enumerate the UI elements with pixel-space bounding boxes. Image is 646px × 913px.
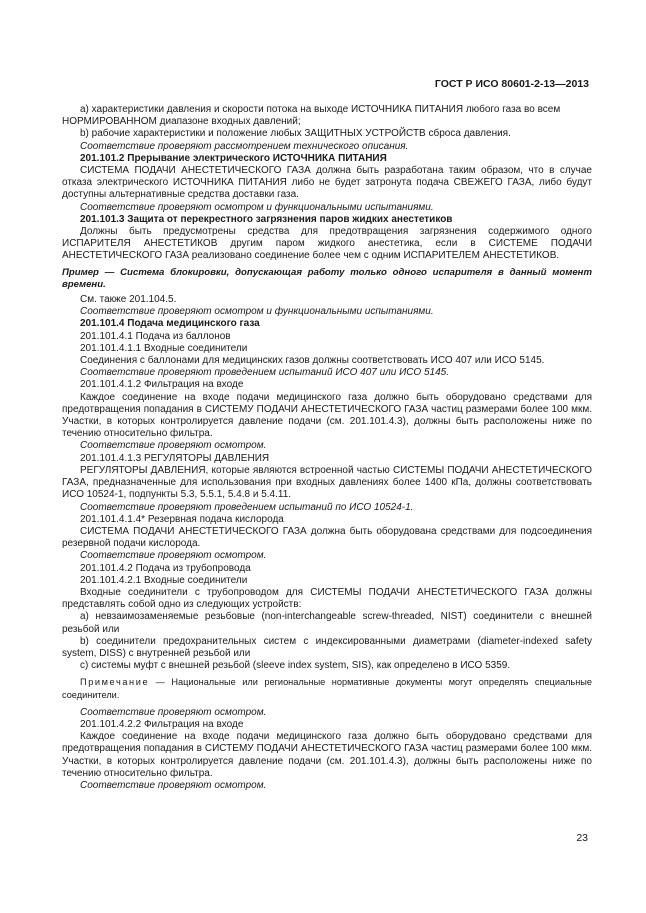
section-heading: 201.101.2 Прерывание электрического ИСТОЧНИКА ПИТАНИЯ: [80, 152, 387, 164]
list-item: a) невзаимозаменяемые резьбовые (non-interchangeable screw-threaded, NIST) соединители с внешней резьбой или: [62, 611, 592, 635]
subsection-heading: 201.101.4.2.2 Фильтрация на входе: [80, 718, 244, 730]
subsection-heading: 201.101.4.1 Подача из баллонов: [80, 330, 231, 342]
subsection-heading: 201.101.4.1.4* Резервная подача кислорода: [80, 513, 284, 525]
subsection-heading: 201.101.4.2 Подача из трубопровода: [80, 562, 251, 574]
section-heading: 201.101.3 Защита от перекрестного загрязнения паров жидких анестетиков: [80, 213, 453, 225]
paragraph: СИСТЕМА ПОДАЧИ АНЕСТЕТИЧЕСКОГО ГАЗА должна быть разработана таким образом, что в случае отказа электрического ИСТОЧНИКА ПИТАНИЯ либо не будет затронута подача СВЕЖЕГО ГАЗА, либо будут доступны альтернативные средства доставки газа.: [62, 165, 592, 201]
note: [62, 676, 592, 700]
paragraph: Каждое соединение на входе подачи медицинского газа должно быть оборудовано средствами для предотвращения попадания в СИСТЕМУ ПОДАЧИ АНЕСТЕТИЧЕСКОГО ГАЗА частиц размерами более 100 мкм. Участки, в которых контролируется давление подачи (см. 201.101.4.3), должны быть расположены ниже по течению относительно фильтра.: [62, 731, 592, 779]
example-note: Пример — Система блокировки, допускающая работу только одного испарителя в данный момент времени.: [62, 266, 592, 290]
paragraph: СИСТЕМА ПОДАЧИ АНЕСТЕТИЧЕСКОГО ГАЗА должна быть оборудована средствами для подсоединения резервной подачи кислорода.: [62, 525, 592, 550]
document-header: ГОСТ Р ИСО 80601-2-13—2013: [434, 78, 589, 90]
section-heading: 201.101.4 Подача медицинского газа: [80, 318, 260, 330]
subsection-heading: 201.101.4.2.1 Входные соединители: [80, 574, 248, 586]
paragraph: См. также 201.104.5.: [80, 294, 177, 306]
list-item: c) системы муфт с внешней резьбой (sleeve index system, SIS), как определено в ИСО 5359.: [80, 660, 511, 672]
list-item: a) характеристики давления и скорости потока на выходе ИСТОЧНИКА ПИТАНИЯ любого газа во всем НОРМИРОВАННОМ диапазоне входных давлений;: [62, 104, 561, 128]
compliance-note: Соответствие проверяют осмотром и функциональными испытаниями.: [80, 201, 434, 213]
compliance-note: Соответствие проверяют осмотром.: [80, 440, 267, 452]
paragraph: Входные соединители с трубопроводом для СИСТЕМЫ ПОДАЧИ АНЕСТЕТИЧЕСКОГО ГАЗА должны представлять собой одно из следующих устройств:: [62, 586, 592, 611]
page-number: 23: [576, 832, 588, 844]
compliance-note: Соответствие проверяют проведением испытаний ИСО 407 или ИСО 5145.: [80, 367, 449, 379]
compliance-note: Соответствие проверяют рассмотрением технического описания.: [80, 140, 409, 152]
compliance-note: Соответствие проверяют осмотром.: [80, 550, 267, 562]
compliance-note: Соответствие проверяют осмотром и функциональными испытаниями.: [80, 306, 434, 318]
note-text: — Национальные или региональные нормативные документы могут определять специальные соединители.: [62, 677, 592, 700]
paragraph: Каждое соединение на входе подачи медицинского газа должно быть оборудовано средствами для предотвращения попадания в СИСТЕМУ ПОДАЧИ АНЕСТЕТИЧЕСКОГО ГАЗА частиц размерами более 100 мкм. Участки, в которых контролируется давление подачи (см. 201.101.4.3), должны быть расположены ниже по течению относительно фильтра.: [62, 391, 592, 440]
compliance-note: Соответствие проверяют проведением испытаний по ИСО 10524-1.: [80, 501, 414, 513]
compliance-note: Соответствие проверяют осмотром.: [80, 779, 267, 791]
list-item: b) рабочие характеристики и положение любых ЗАЩИТНЫХ УСТРОЙСТВ сброса давления.: [80, 128, 511, 140]
note-label: Примечание: [80, 677, 150, 688]
subsection-heading: 201.101.4.1.1 Входные соединители: [80, 342, 248, 354]
compliance-note: Соответствие проверяют осмотром.: [80, 706, 267, 718]
list-item: b) соединители предохранительных систем с индексированными диаметрами (diameter-indexed safety system, DISS) с внутренней резьбой или: [62, 635, 592, 659]
subsection-heading: 201.101.4.1.3 РЕГУЛЯТОРЫ ДАВЛЕНИЯ: [80, 452, 270, 464]
paragraph: Должны быть предусмотрены средства для предотвращения загрязнения содержимого одного ИСПАРИТЕЛЯ АНЕСТЕТИКОВ другим паром жидкого анестетика, если в СИСТЕМЕ ПОДАЧИ АНЕСТЕТИЧЕСКОГО ГАЗА реализовано соединение более чем с одним ИСПАРИТЕЛЕМ АНЕСТЕТИКОВ.: [62, 226, 592, 262]
subsection-heading: 201.101.4.1.2 Фильтрация на входе: [80, 379, 244, 391]
paragraph: РЕГУЛЯТОРЫ ДАВЛЕНИЯ, которые являются встроенной частью СИСТЕМЫ ПОДАЧИ АНЕСТЕТИЧЕСКОГО ГАЗА, предназначенные для использования при входных давлениях более 1400 кПа, должны соответствовать ИСО 10524-1, подпункты 5.3, 5.5.1, 5.4.8 и 5.4.11.: [62, 464, 592, 501]
page-body: [62, 104, 592, 792]
paragraph: Соединения с баллонами для медицинских газов должны соответствовать ИСО 407 или ИСО 5145.: [80, 355, 545, 367]
